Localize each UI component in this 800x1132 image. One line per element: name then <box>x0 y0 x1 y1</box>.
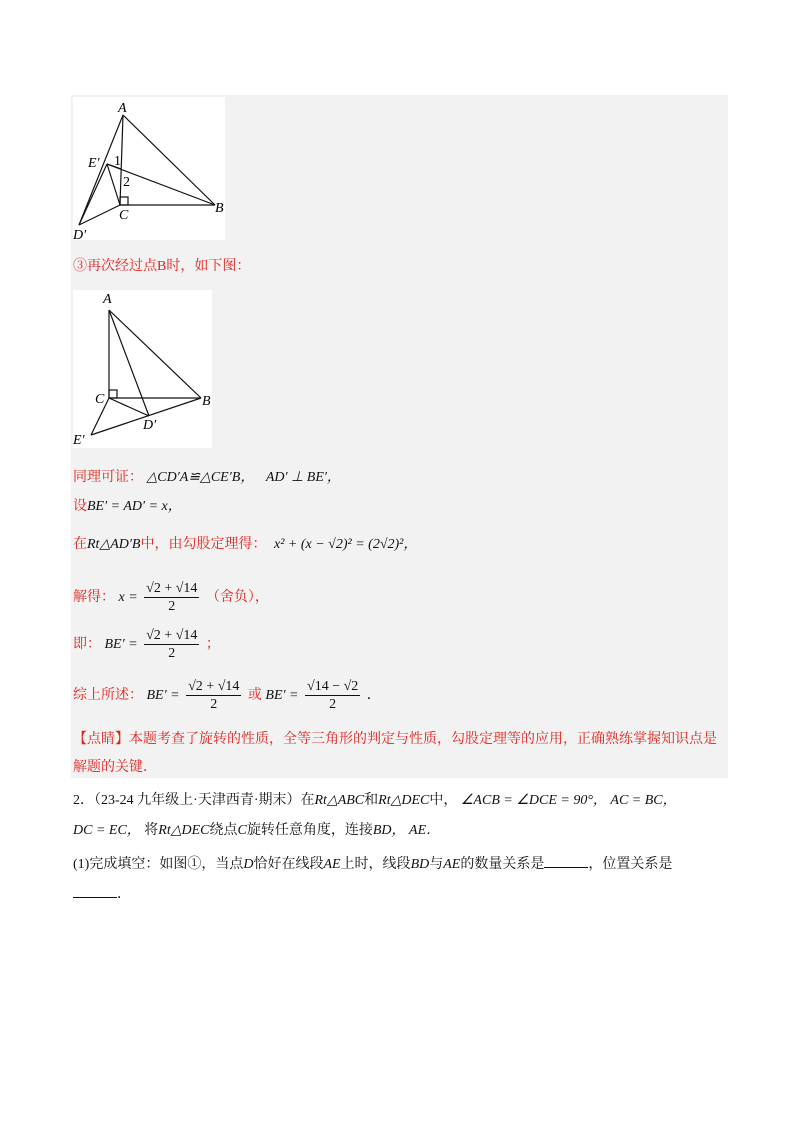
solve-numerator: √2 + √14 <box>146 581 198 597</box>
figure-1-diagram <box>73 97 225 240</box>
perpendicular-expr: AD′ ⊥ BE′， <box>265 470 341 485</box>
rotate-word: 将 <box>144 823 159 838</box>
that-lhs: BE′ = <box>104 637 138 652</box>
set-expr: BE′ = AD′ = x， <box>87 499 182 514</box>
summary-lhs-2: BE′ = <box>265 688 299 703</box>
summary-lhs-1: BE′ = <box>146 688 180 703</box>
point-c: C <box>237 823 247 838</box>
answer-blank-1[interactable] <box>544 853 588 868</box>
rt-triangle: Rt△AD′B <box>87 537 141 552</box>
segment-bd-2: BD <box>410 857 430 872</box>
label-angle-2: 2 <box>123 175 130 190</box>
figure-2-diagram <box>73 290 212 448</box>
comment-tag: 【点睛】 <box>73 732 129 747</box>
solve-fraction <box>144 580 199 615</box>
congruence-expr: △CD′A≌△CE′B， <box>146 470 255 485</box>
ac-equals-bc: AC = BC， <box>610 793 677 808</box>
summary-end: ． <box>366 688 381 703</box>
segment-bd: BD， <box>372 823 406 838</box>
summary-denominator-1: 2 <box>210 697 218 713</box>
label-E-prime: E′ <box>73 433 85 448</box>
label-C: C <box>95 392 105 407</box>
label-B: B <box>215 201 224 216</box>
position-relation-word: ，位置关系是 <box>588 857 673 872</box>
label-E-prime: E′ <box>88 156 100 171</box>
label-A: A <box>103 292 112 307</box>
comment-text: 本题考查了旋转的性质，全等三角形的判定与性质，勾股定理等的应用，正确熟练掌握知识点是 <box>129 732 717 747</box>
answer-blank-2[interactable] <box>73 883 117 898</box>
label-C: C <box>119 208 129 223</box>
that-fraction <box>144 627 199 662</box>
and-word: 和 <box>364 793 379 808</box>
summary-denominator-2: 2 <box>329 697 337 713</box>
figure-2 <box>73 290 212 448</box>
summary-or: 或 <box>247 688 262 703</box>
solve-prefix: 解得： <box>73 590 115 605</box>
summary-fraction-2 <box>305 678 360 713</box>
that-prefix: 即： <box>73 637 101 652</box>
triangle-abc: Rt△ABC <box>314 793 365 808</box>
congruence-line <box>73 468 341 488</box>
figure-1 <box>73 97 225 240</box>
summary-line <box>73 678 381 714</box>
pythagoras-equation: x² + (x − √2)² = (2√2)²， <box>273 537 418 552</box>
label-A: A <box>118 101 127 116</box>
problem2-line-3 <box>73 853 672 875</box>
angle-equation: ∠ACB = ∠DCE = 90°， <box>460 793 607 808</box>
on-segment-word: 恰好在线段 <box>253 857 324 872</box>
pythagoras-line <box>73 535 417 555</box>
solve-line <box>73 580 269 616</box>
rt-prefix: 在 <box>73 537 87 552</box>
part1-intro: (1)完成填空：如图①，当点 <box>73 857 244 872</box>
that-line <box>73 627 220 663</box>
solve-lhs: x = <box>118 590 138 605</box>
solve-denominator: 2 <box>168 599 176 615</box>
summary-numerator-1: √2 + √14 <box>188 679 240 695</box>
set-prefix: 设 <box>73 499 87 514</box>
triangle-dec-2: Rt△DEC <box>158 823 210 838</box>
that-denominator: 2 <box>168 646 176 662</box>
that-end: ； <box>205 637 220 652</box>
problem2-line-4 <box>73 883 131 905</box>
line4-end: ． <box>117 887 131 902</box>
set-line <box>73 497 182 517</box>
section3-title: ③再次经过点B时，如下图： <box>73 259 251 274</box>
when-on-word: 上时，线段 <box>340 857 411 872</box>
problem2-line-2 <box>73 821 440 841</box>
label-D-prime: D′ <box>73 228 87 240</box>
problem2-intro: 2．（23-24 九年级上·天津西青·期末）在 <box>73 793 315 808</box>
with-word: 与 <box>429 857 444 872</box>
solve-note: （舍负）， <box>205 590 269 605</box>
in-word: 中， <box>429 793 458 808</box>
rt-suffix: 中，由勾股定理得： <box>140 537 267 552</box>
around-point-word: 绕点 <box>209 823 238 838</box>
that-numerator: √2 + √14 <box>146 628 198 644</box>
label-angle-1: 1 <box>114 154 121 169</box>
comment-line-1 <box>73 730 717 750</box>
point-d: D <box>243 857 254 872</box>
segment-ae-3: AE <box>443 857 461 872</box>
label-B: B <box>202 394 211 409</box>
triangle-dec: Rt△DEC <box>378 793 430 808</box>
segment-ae: AE． <box>409 823 441 838</box>
dc-equals-ec: DC = EC， <box>73 823 141 838</box>
summary-prefix: 综上所述： <box>73 688 143 703</box>
summary-fraction-1 <box>186 678 241 713</box>
rotate-text: 旋转任意角度，连接 <box>246 823 373 838</box>
congruence-prefix: 同理可证： <box>73 470 143 485</box>
problem2-line-1 <box>73 791 677 811</box>
summary-numerator-2: √14 − √2 <box>307 679 359 695</box>
quantity-relation-word: 的数量关系是 <box>460 857 545 872</box>
segment-ae-2: AE <box>323 857 341 872</box>
comment-line-2: 解题的关键． <box>73 760 157 775</box>
label-D-prime: D′ <box>143 418 157 433</box>
